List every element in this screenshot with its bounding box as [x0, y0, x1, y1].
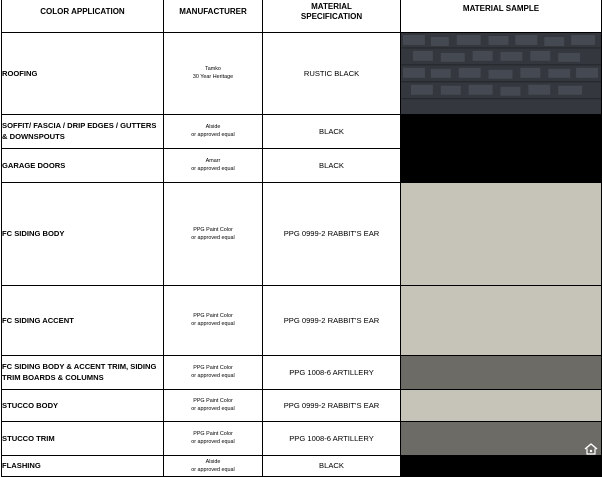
- row-manufacturer: [164, 455, 263, 476]
- header-manufacturer: MANUFACTURER: [164, 0, 263, 33]
- manufacturer-note: or approved equal: [191, 439, 235, 446]
- row-manufacturer: [164, 355, 263, 389]
- row-specification: BLACK: [263, 455, 401, 476]
- header-material-specification: MATERIAL SPECIFICATION: [263, 0, 401, 33]
- row-application: GARAGE DOORS: [2, 148, 164, 182]
- manufacturer-name: PPG Paint Color: [193, 398, 233, 405]
- home-icon: [584, 443, 598, 455]
- sample-swatch: [401, 389, 602, 421]
- table-row: [2, 148, 602, 182]
- table-row: [2, 355, 602, 389]
- manufacturer-note: or approved equal: [191, 166, 235, 173]
- manufacturer-name: PPG Paint Color: [193, 313, 233, 320]
- row-manufacturer: [164, 285, 263, 355]
- table-row: [2, 389, 602, 421]
- row-application: STUCCO BODY: [2, 389, 164, 421]
- row-specification: PPG 1008-6 ARTILLERY: [263, 355, 401, 389]
- row-specification: PPG 0999-2 RABBIT'S EAR: [263, 182, 401, 285]
- header-material-sample: MATERIAL SAMPLE: [401, 0, 602, 33]
- sample-swatch: [401, 182, 602, 285]
- sample-swatch: [401, 114, 602, 148]
- row-application: STUCCO TRIM: [2, 421, 164, 455]
- row-specification: BLACK: [263, 114, 401, 148]
- roof-sample-swatch: [401, 33, 602, 115]
- row-application: ROOFING: [2, 33, 164, 115]
- row-specification: BLACK: [263, 148, 401, 182]
- manufacturer-name: Tamko: [205, 66, 221, 73]
- manufacturer-name: PPG Paint Color: [193, 431, 233, 438]
- row-manufacturer: [164, 182, 263, 285]
- row-application: SOFFIT/ FASCIA / DRIP EDGES / GUTTERS & DOWNSPOUTS: [2, 114, 164, 148]
- shingle-texture: [401, 33, 601, 109]
- manufacturer-name: Alside: [205, 124, 221, 131]
- color-schedule-table: [1, 0, 602, 477]
- table-row: [2, 33, 602, 115]
- table-row: [2, 455, 602, 476]
- row-application: FLASHING: [2, 455, 164, 476]
- row-manufacturer: [164, 33, 263, 115]
- row-application: FC SIDING BODY: [2, 182, 164, 285]
- sample-swatch: [401, 355, 602, 389]
- manufacturer-name: Amarr: [205, 158, 221, 165]
- manufacturer-name: PPG Paint Color: [193, 226, 233, 233]
- header-row: [2, 0, 602, 33]
- manufacturer-note: 30 Year Heritage: [192, 74, 234, 81]
- table-row: [2, 182, 602, 285]
- row-application: FC SIDING ACCENT: [2, 285, 164, 355]
- row-manufacturer: [164, 421, 263, 455]
- row-specification: PPG 0999-2 RABBIT'S EAR: [263, 389, 401, 421]
- sample-swatch: [401, 421, 602, 455]
- manufacturer-name: Alside: [205, 458, 221, 465]
- row-specification: PPG 0999-2 RABBIT'S EAR: [263, 285, 401, 355]
- row-specification: RUSTIC BLACK: [263, 33, 401, 115]
- sample-swatch: [401, 285, 602, 355]
- manufacturer-note: or approved equal: [191, 466, 235, 473]
- sample-swatch: [401, 455, 602, 476]
- table-row: [2, 285, 602, 355]
- row-manufacturer: [164, 148, 263, 182]
- manufacturer-note: or approved equal: [191, 234, 235, 241]
- sample-swatch: [401, 148, 602, 182]
- row-manufacturer: [164, 114, 263, 148]
- table-row: [2, 421, 602, 455]
- manufacturer-note: or approved equal: [191, 373, 235, 380]
- row-application: FC SIDING BODY & ACCENT TRIM, SIDING TRIM BOARDS & COLUMNS: [2, 355, 164, 389]
- row-specification: PPG 1008-6 ARTILLERY: [263, 421, 401, 455]
- header-color-application: COLOR APPLICATION: [2, 0, 164, 33]
- manufacturer-note: or approved equal: [191, 321, 235, 328]
- manufacturer-name: PPG Paint Color: [193, 365, 233, 372]
- manufacturer-note: or approved equal: [191, 406, 235, 413]
- manufacturer-note: or approved equal: [191, 132, 235, 139]
- row-manufacturer: [164, 389, 263, 421]
- table-row: [2, 114, 602, 148]
